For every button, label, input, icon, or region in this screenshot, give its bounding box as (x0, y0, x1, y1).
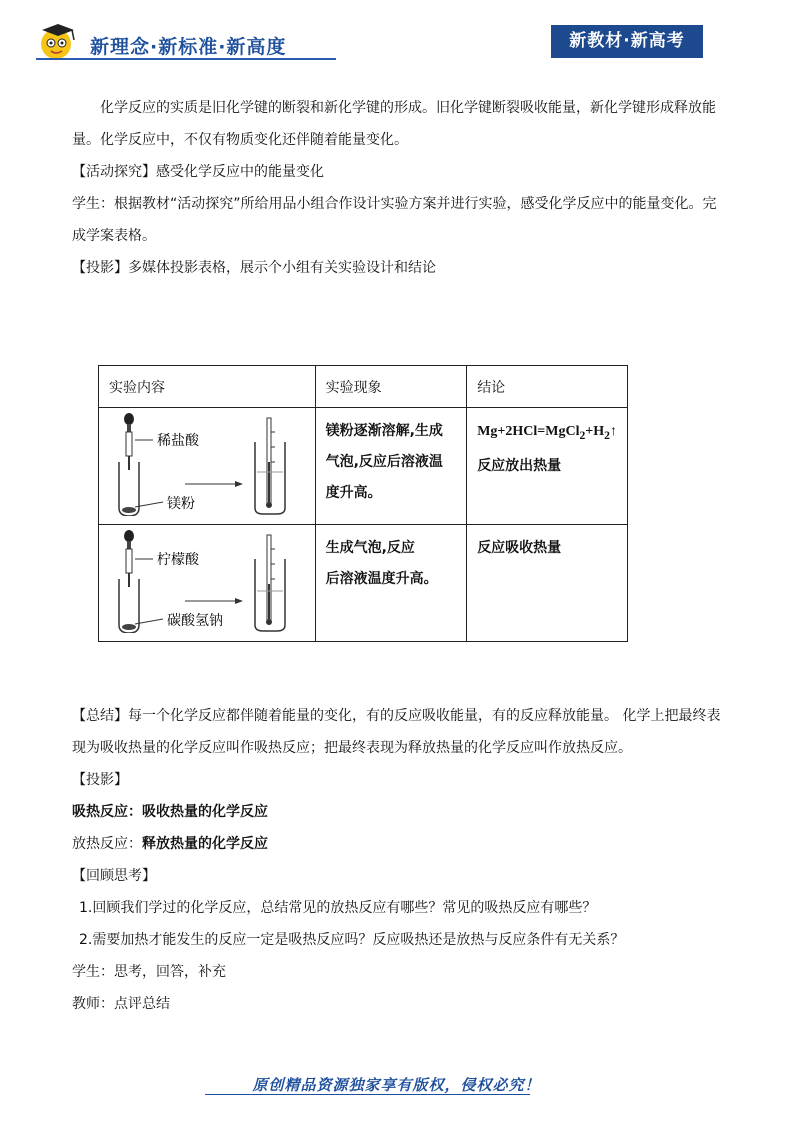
paragraph-student: 学生：根据教材“活动探究”所给用品小组合作设计实验方案并进行实验，感受化学反应中的能量变化。完成学案表格。 (72, 196, 717, 244)
experiment-diagram-cell (99, 525, 316, 642)
slogan-right-badge: 新教材·新高考 (551, 25, 703, 58)
table-row (99, 525, 628, 642)
paragraph-projection: 【投影】多媒体投影表格，展示个小组有关实验设计和结论 (72, 260, 436, 276)
table-header-row (99, 366, 628, 408)
review-question-1: 1.回顾我们学过的化学反应，总结常见的放热反应有哪些？常见的吸热反应有哪些？ (79, 900, 597, 916)
conclusion-text-exothermic: 反应放出热量 (477, 458, 562, 474)
label-sodium-bicarbonate: 碳酸氢钠 (167, 613, 223, 629)
projection-label: 【投影】 (72, 772, 128, 788)
student-response: 学生：思考，回答，补充 (72, 964, 226, 980)
experiment-diagram-magnesium (105, 412, 301, 516)
experiment-diagram-cell (99, 408, 316, 525)
slogan-left: 新理念·新标准·新高度 (90, 36, 287, 58)
summary-paragraph: 【总结】每一个化学反应都伴随着能量的变化，有的反应吸收能量，有的反应释放能量。 化学上把最终表现为吸收热量的化学反应叫作吸热反应；把最终表现为释放热量的化学反应叫作放热反应。 (72, 708, 721, 756)
paragraph-essence: 化学反应的实质是旧化学键的断裂和新化学键的形成。旧化学键断裂吸收能量，新化学键形成释放能量。化学反应中，不仅有物质变化还伴随着能量变化。 (72, 100, 716, 148)
review-label: 【回顾思考】 (72, 868, 156, 884)
teacher-comment: 教师：点评总结 (72, 996, 170, 1012)
conclusion-citric-acid: 反应吸收热量 (467, 525, 628, 642)
experiment-table (98, 365, 628, 642)
lesson-summary (72, 700, 724, 1020)
definition-exothermic: 放热反应：释放热量的化学反应 (72, 836, 268, 852)
experiment-diagram-citric-acid (105, 529, 301, 633)
header-conclusion: 结论 (467, 366, 628, 408)
header-observation: 实验现象 (315, 366, 467, 408)
label-magnesium: 镁粉 (167, 496, 195, 512)
header-divider (36, 58, 336, 60)
review-question-2: 2.需要加热才能发生的反应一定是吸热反应吗？反应吸热还是放热与反应条件有无关系？ (79, 932, 625, 948)
header-content: 实验内容 (99, 366, 316, 408)
equation-magnesium: $Mg+2HCl=MgCl_2+H_2↑$ (477, 424, 617, 442)
page-header (0, 0, 793, 70)
observation-magnesium: 镁粉逐渐溶解,生成气泡,反应后溶液温度升高。 (315, 408, 467, 525)
lesson-intro (72, 92, 724, 284)
label-citric-acid: 柠檬酸 (157, 552, 199, 568)
paragraph-activity: 【活动探究】感受化学反应中的能量变化 (72, 164, 324, 180)
footer-copyright: 原创精品资源独家享有版权，侵权必究！ (252, 1076, 541, 1094)
table-row (99, 408, 628, 525)
footer-underline (205, 1094, 530, 1095)
label-dilute-hcl: 稀盐酸 (157, 433, 199, 449)
definition-endothermic: 吸热反应：吸收热量的化学反应 (72, 804, 268, 820)
observation-citric-acid: 生成气泡,反应 后溶液温度升高。 (315, 525, 467, 642)
conclusion-magnesium (467, 408, 628, 525)
